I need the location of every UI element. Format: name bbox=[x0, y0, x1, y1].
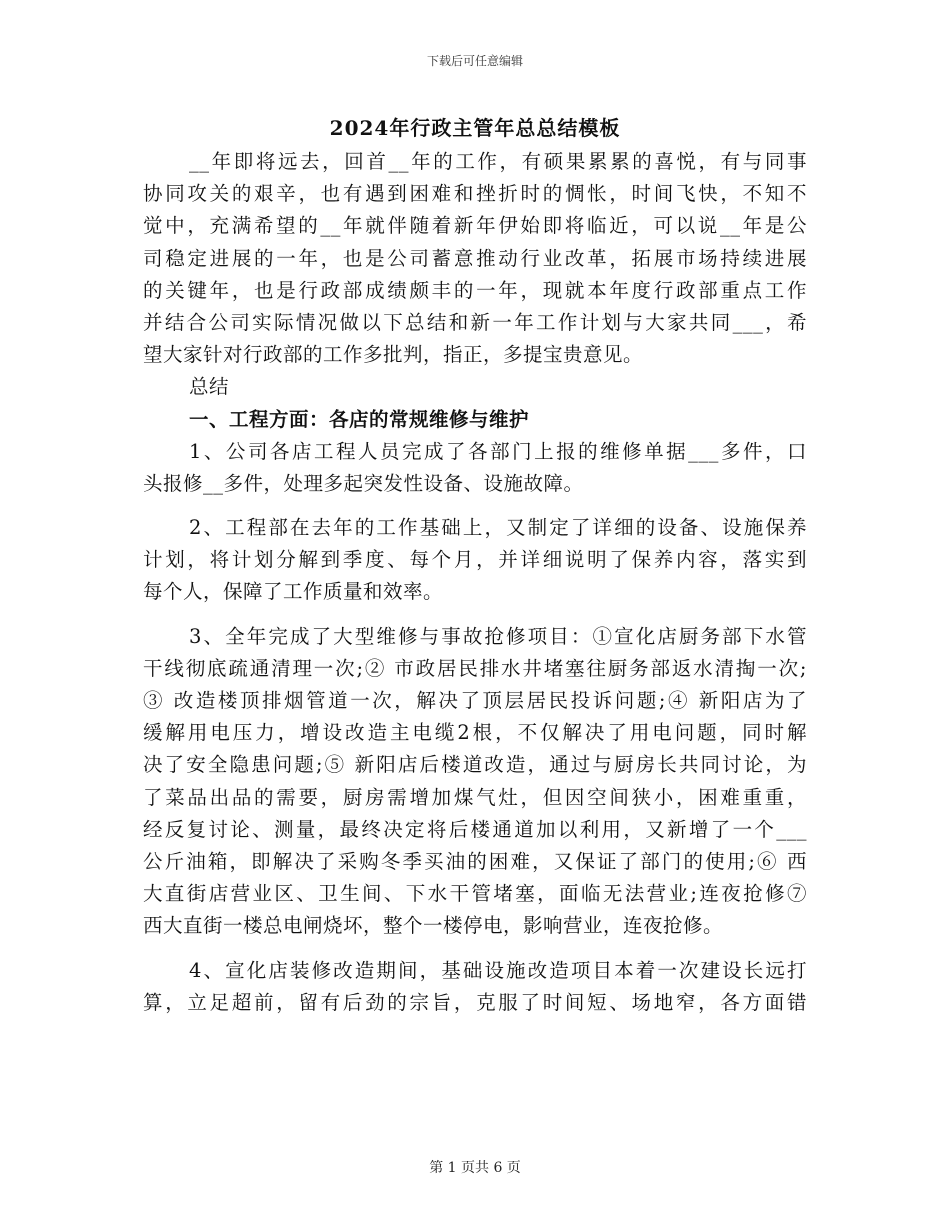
page-header-note: 下载后可任意编辑 bbox=[426, 54, 523, 68]
paragraph-line: 1、公司各店工程人员完成了各部门上报的维修单据___多件，口 bbox=[189, 439, 807, 463]
paragraph-line: 觉中，充满希望的__年就伴随着新年伊始即将临近，可以说__年是公 bbox=[143, 214, 807, 238]
paragraph-line: 算，立足超前，留有后劲的宗旨，克服了时间短、场地窄，各方面错 bbox=[143, 990, 807, 1014]
paragraph-line: 大直街店营业区、卫生间、下水干管堵塞，面临无法营业;连夜抢修⑦ bbox=[143, 882, 807, 906]
page-footer-indicator: 第 1 页共 6 页 bbox=[429, 1160, 521, 1176]
document-title: 2024年行政主管年总总结模板 bbox=[329, 116, 621, 140]
paragraph-line: 计划，将计划分解到季度、每个月，并详细说明了保养内容，落实到 bbox=[143, 548, 807, 572]
paragraph-line: 经反复讨论、测量，最终决定将后楼通道加以利用，又新增了一个___ bbox=[143, 817, 807, 841]
paragraph-line: 头报修__多件，处理多起突发性设备、设施故障。 bbox=[143, 471, 584, 495]
paragraph-line: 公斤油箱，即解决了采购冬季买油的困难，又保证了部门的使用;⑥ 西 bbox=[143, 849, 807, 873]
paragraph-line: 2、工程部在去年的工作基础上，又制定了详细的设备、设施保养 bbox=[189, 516, 807, 540]
paragraph-line: 协同攻关的艰辛，也有遇到困难和挫折时的惆怅，时间飞快，不知不 bbox=[143, 182, 807, 206]
paragraph-line: 4、宣化店装修改造期间，基础设施改造项目本着一次建设长远打 bbox=[189, 958, 807, 982]
paragraph-line: 并结合公司实际情况做以下总结和新一年工作计划与大家共同___，希 bbox=[143, 310, 807, 334]
paragraph-line: __年即将远去，回首__年的工作，有硕果累累的喜悦，有与同事 bbox=[189, 150, 807, 173]
paragraph-line: 的关键年，也是行政部成绩颇丰的一年，现就本年度行政部重点工作 bbox=[143, 278, 807, 302]
paragraph-line: 望大家针对行政部的工作多批判，指正，多提宝贵意见。 bbox=[143, 343, 644, 367]
section-label: 总结 bbox=[189, 375, 230, 399]
paragraph-line: 3、全年完成了大型维修与事故抢修项目：①宣化店厨务部下水管 bbox=[189, 624, 807, 648]
paragraph-line: 每个人，保障了工作质量和效率。 bbox=[143, 580, 444, 604]
paragraph-line: 缓解用电压力，增设改造主电缆2根，不仅解决了用电问题，同时解 bbox=[143, 721, 807, 745]
paragraph-line: 司稳定进展的一年，也是公司蓄意推动行业改革，拓展市场持续进展 bbox=[143, 246, 807, 270]
paragraph-line: 决了安全隐患问题;⑤ 新阳店后楼道改造，通过与厨房长共同讨论，为 bbox=[143, 753, 807, 777]
section-heading: 一、工程方面：各店的常规维修与维护 bbox=[189, 407, 530, 431]
paragraph-line: 西大直街一楼总电闸烧坏，整个一楼停电，影响营业，连夜抢修。 bbox=[143, 914, 724, 938]
paragraph-line: ③ 改造楼顶排烟管道一次，解决了顶层居民投诉问题;④ 新阳店为了 bbox=[143, 689, 807, 712]
paragraph-line: 了菜品出品的需要，厨房需增加煤气灶，但因空间狭小，困难重重， bbox=[143, 785, 807, 809]
document-body bbox=[143, 146, 807, 1019]
paragraph-line: 干线彻底疏通清理一次;② 市政居民排水井堵塞往厨务部返水清掏一次; bbox=[143, 656, 807, 680]
